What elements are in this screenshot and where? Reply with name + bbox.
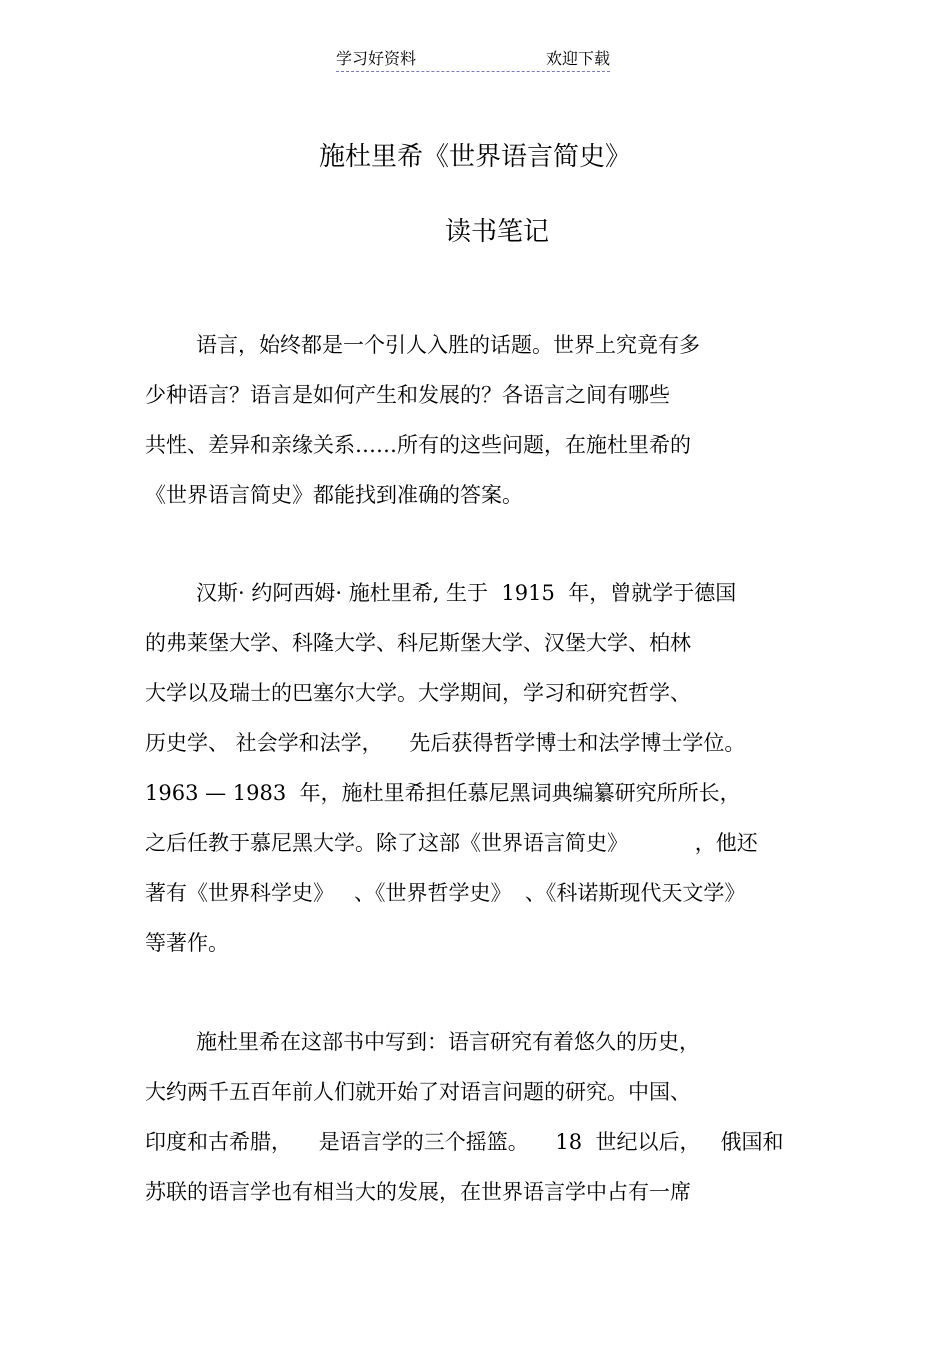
paragraph-line: 《世界语言简史》都能找到准确的答案。 <box>145 483 523 507</box>
document-subtitle: 读书笔记 <box>444 217 549 247</box>
header-right-text: 欢迎下载 <box>545 49 610 68</box>
paragraph-line: 共性、差异和亲缘关系……所有的这些问题，在施杜里希的 <box>145 433 691 457</box>
paragraph-line: 1963 — 1983 年，施杜里希担任慕尼黑词典编纂研究所所长， <box>145 781 741 805</box>
paragraph-line: 著有《世界科学史》 、《世界哲学史》 、《科诺斯现代天文学》 <box>145 881 746 905</box>
paragraph-line: 的弗莱堡大学、科隆大学、科尼斯堡大学、汉堡大学、柏林 <box>145 631 691 655</box>
paragraph-line: 大学以及瑞士的巴塞尔大学。大学期间，学习和研究哲学、 <box>145 681 691 705</box>
paragraph-line: 等著作。 <box>145 931 229 955</box>
paragraph-line: 施杜里希在这部书中写到：语言研究有着悠久的历史， <box>196 1030 700 1054</box>
document-title: 施杜里希《世界语言简史》 <box>318 142 631 172</box>
paragraph-line: 之后任教于慕尼黑大学。除了这部《世界语言简史》 ，他还 <box>145 831 758 855</box>
paragraph-line: 印度和古希腊， 是语言学的三个摇篮。 18 世纪以后， 俄国和 <box>145 1130 784 1154</box>
paragraph-line: 语言，始终都是一个引人入胜的话题。世界上究竟有多 <box>196 333 700 357</box>
header-dashed-rule <box>336 71 610 72</box>
paragraph-line: 历史学、 社会学和法学， 先后获得哲学博士和法学博士学位。 <box>145 731 746 755</box>
page-header <box>336 47 610 73</box>
paragraph-line: 少种语言？语言是如何产生和发展的？各语言之间有哪些 <box>145 383 670 407</box>
paragraph-line: 苏联的语言学也有相当大的发展，在世界语言学中占有一席 <box>145 1180 691 1204</box>
paragraph-line: 汉斯· 约阿西姆· 施杜里希, 生于 1915 年，曾就学于德国 <box>196 581 737 605</box>
paragraph-line: 大约两千五百年前人们就开始了对语言问题的研究。中国、 <box>145 1080 691 1104</box>
header-left-text: 学习好资料 <box>336 49 417 68</box>
